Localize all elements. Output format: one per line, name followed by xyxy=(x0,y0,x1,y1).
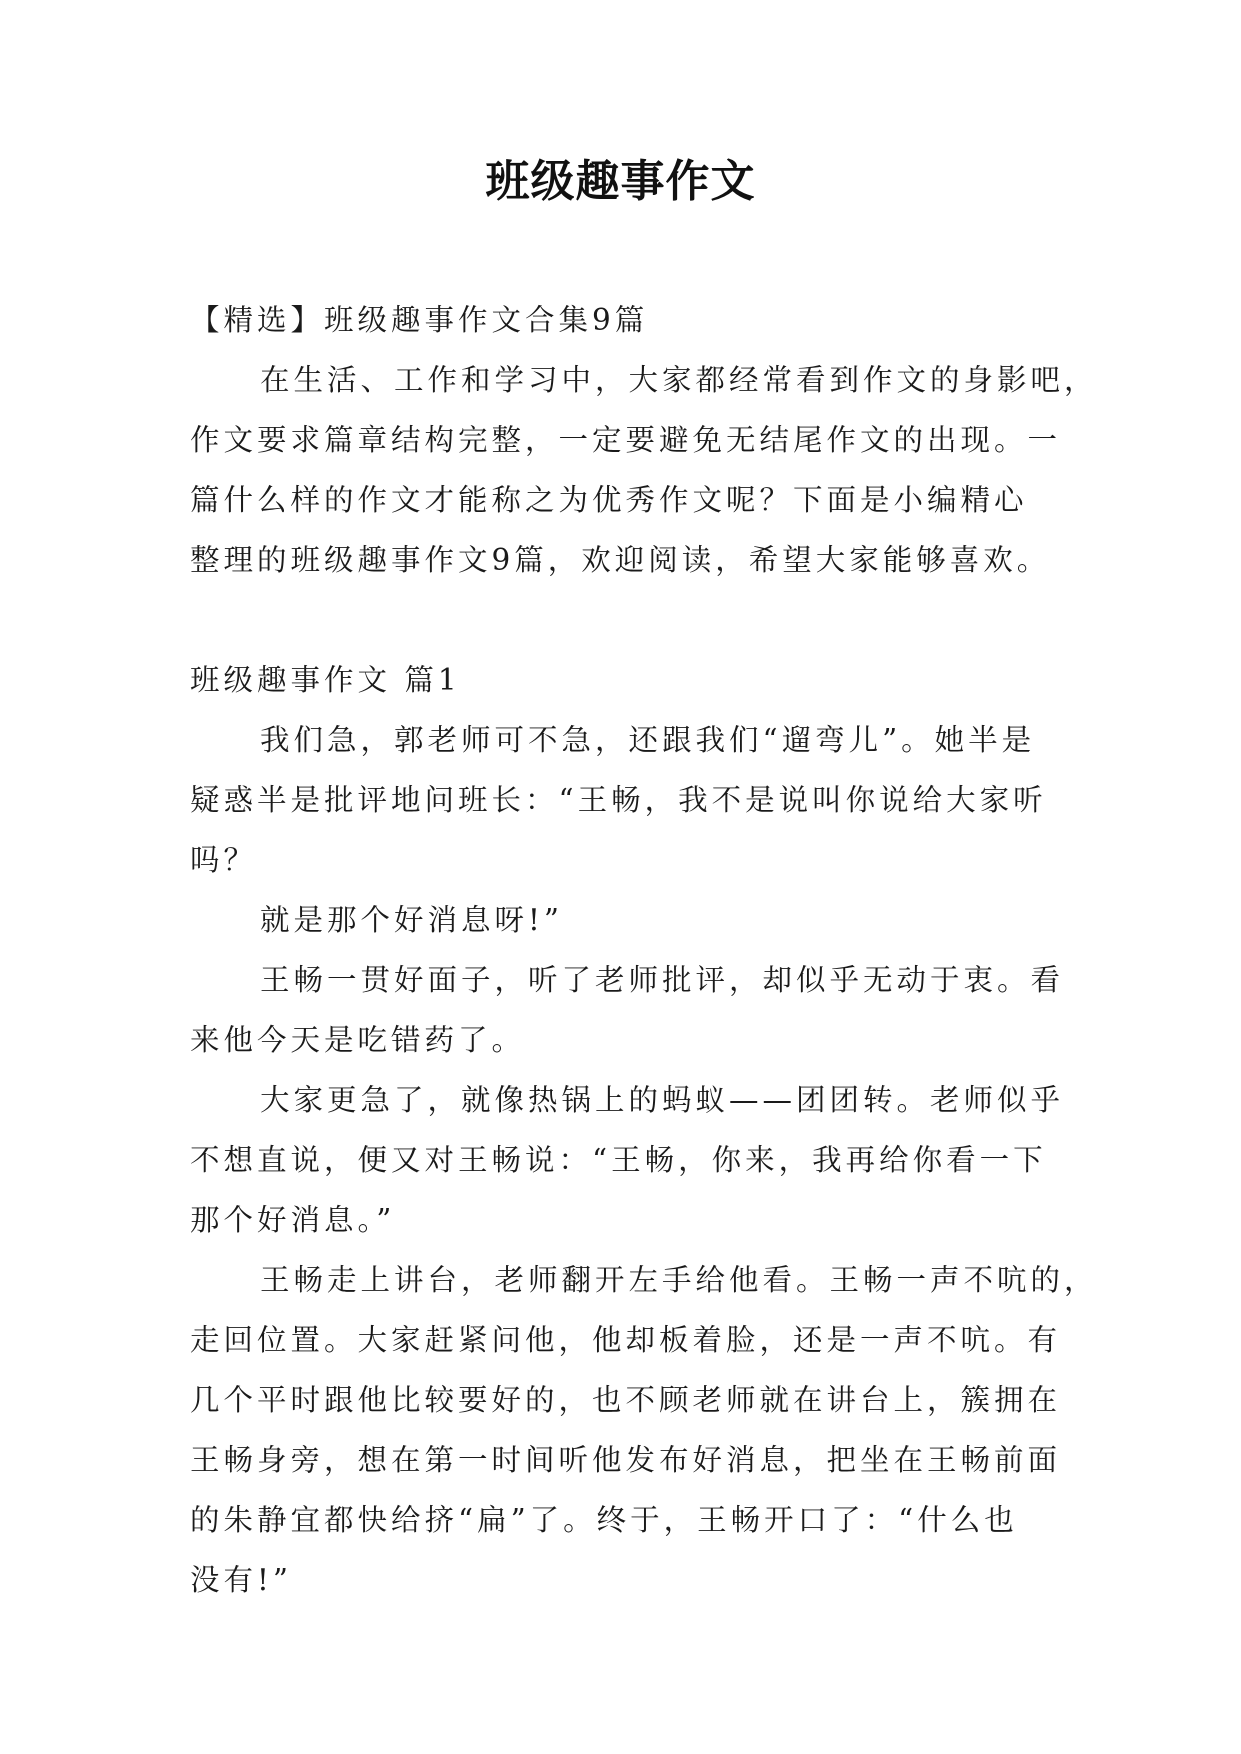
paragraph-line: 来他今天是吃错药了。 xyxy=(190,1023,526,1057)
intro-line: 在生活、工作和学习中，大家都经常看到作文的身影吧， xyxy=(260,363,1098,397)
intro-line: 整理的班级趣事作文9篇，欢迎阅读，希望大家能够喜欢。 xyxy=(190,543,1051,577)
collection-subtitle: 【精选】班级趣事作文合集9篇 xyxy=(190,303,649,337)
paragraph-line: 不想直说，便又对王畅说：“王畅，你来，我再给你看一下 xyxy=(190,1143,1047,1177)
paragraph-line: 走回位置。大家赶紧问他，他却板着脸，还是一声不吭。有 xyxy=(190,1323,1062,1357)
paragraph-line: 几个平时跟他比较要好的，也不顾老师就在讲台上，簇拥在 xyxy=(190,1383,1062,1417)
blank-line xyxy=(190,590,1050,650)
paragraph-line: 的朱静宜都快给挤“扁”了。终于，王畅开口了：“什么也 xyxy=(190,1503,1018,1537)
section-heading: 班级趣事作文 篇1 xyxy=(190,663,461,697)
paragraph-line: 疑惑半是批评地问班长：“王畅，我不是说叫你说给大家听 xyxy=(190,783,1047,817)
story-paragraph xyxy=(190,1250,1098,1610)
intro-line: 作文要求篇章结构完整，一定要避免无结尾作文的出现。一 xyxy=(190,423,1062,457)
paragraph-line: 吗？ xyxy=(190,843,258,877)
story-paragraph xyxy=(190,710,1050,890)
intro-paragraph xyxy=(190,350,1098,590)
paragraph-line: 王畅身旁，想在第一时间听他发布好消息，把坐在王畅前面 xyxy=(190,1443,1062,1477)
paragraph-line: 我们急，郭老师可不急，还跟我们“遛弯儿”。她半是 xyxy=(260,723,1036,757)
paragraph-line: 没有!” xyxy=(190,1563,292,1597)
paragraph-line: 王畅一贯好面子，听了老师批评，却似乎无动于衷。看 xyxy=(260,963,1065,997)
paragraph-line: 那个好消息。” xyxy=(190,1203,396,1237)
intro-line: 篇什么样的作文才能称之为优秀作文呢？下面是小编精心 xyxy=(190,483,1028,517)
paragraph-line: 就是那个好消息呀!” xyxy=(260,903,563,937)
story-paragraph xyxy=(190,890,1050,950)
document-body xyxy=(190,290,1098,1610)
document-title: 班级趣事作文 xyxy=(485,156,756,207)
paragraph-line: 大家更急了，就像热锅上的蚂蚁——团团转。老师似乎 xyxy=(260,1083,1065,1117)
paragraph-line: 王畅走上讲台，老师翻开左手给他看。王畅一声不吭的， xyxy=(260,1263,1098,1297)
story-paragraph xyxy=(190,1070,1065,1250)
story-paragraph xyxy=(190,950,1065,1070)
